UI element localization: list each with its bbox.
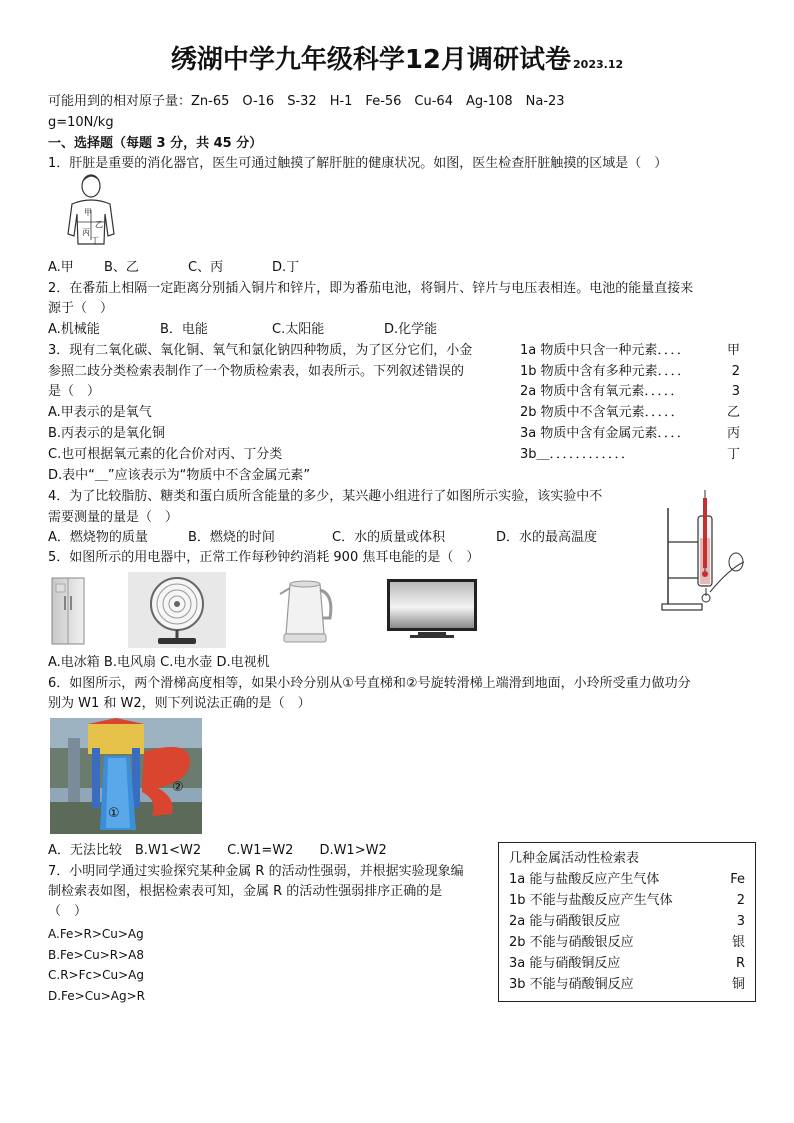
q7-option-a[interactable]: A.Fe>R>Cu>Ag xyxy=(48,927,144,941)
q1-label-ding: 丁 xyxy=(91,236,99,245)
q1-label-yi: 乙 xyxy=(95,220,103,229)
q2-option-a[interactable]: A.机械能 xyxy=(48,322,100,337)
q2-option-b[interactable]: B．电能 xyxy=(160,322,208,337)
q5-fan-heater-image xyxy=(128,572,226,648)
q6-label-1: ① xyxy=(108,806,120,821)
q3-key-value: 丁 xyxy=(726,447,740,462)
q3-key-value: 丙 xyxy=(726,426,740,441)
q3-stem-line3: 是（ ） xyxy=(48,384,101,399)
q7-table-row xyxy=(509,912,745,933)
q7-option-c[interactable]: C.R>Fc>Cu>Ag xyxy=(48,968,145,982)
q3-key-text: 3a 物质中含有金属元素．．．． xyxy=(520,426,690,441)
q1-option-c[interactable]: C、丙 xyxy=(188,260,224,275)
q5-tv-image xyxy=(386,578,478,640)
q1-label-jia: 甲 xyxy=(84,208,92,217)
atomic-masses: 可能用到的相对原子量：Zn-65 O-16 S-32 H-1 Fe-56 Cu-64 Ag-108 Na-23 xyxy=(48,94,565,109)
q2-stem-line1: 2．在番茄上相隔一定距离分别插入铜片和锌片，即为番茄电池，将铜片、锌片与电压表相连。电池的能量直接来 xyxy=(48,281,694,296)
q4-options xyxy=(48,528,598,549)
q7-table-row xyxy=(509,891,745,912)
q6-stem-line2: 别为 W1 和 W2，则下列说法正确的是（ ） xyxy=(48,696,311,711)
q3-key-row xyxy=(520,403,740,424)
q3-option-b[interactable]: B.丙表示的是氧化铜 xyxy=(48,426,166,441)
q3-key-row xyxy=(520,445,740,466)
q3-option-a[interactable]: A.甲表示的是氧气 xyxy=(48,405,152,420)
q4-stem-line2: 需要测量的量是（ ） xyxy=(48,510,179,525)
q7-table-row xyxy=(509,954,745,975)
q7-option-b[interactable]: B.Fe>Cu>R>A8 xyxy=(48,948,145,962)
q7-table-value: R xyxy=(735,956,745,971)
q3-key-row xyxy=(520,341,740,362)
page-title xyxy=(0,45,794,76)
q7-table-value: 铜 xyxy=(731,977,745,992)
q7-table-title: 几种金属活动性检索表 xyxy=(509,851,640,866)
q6-label-2: ② xyxy=(172,780,184,795)
q4-apparatus-figure xyxy=(640,488,750,618)
q4-stem-line1: 4．为了比较脂肪、糖类和蛋白质所含能量的多少，某兴趣小组进行了如图所示实验，该实验中不 xyxy=(48,489,603,504)
exam-title: 绣湖中学九年级科学12月调研试卷 xyxy=(170,45,572,75)
q3-key-value: 甲 xyxy=(726,343,740,358)
q5-options[interactable]: A.电冰箱 B.电风扇 C.电水壶 D.电视机 xyxy=(48,655,270,670)
q3-key-value: 2 xyxy=(731,364,740,379)
q7-stem-line3: （ ） xyxy=(48,904,88,919)
q7-table-text: 3a 能与硝酸铜反应 xyxy=(509,956,621,971)
q7-table-row xyxy=(509,933,745,954)
q6-options[interactable]: A．无法比较 B.W1<W2 C.W1=W2 D.W1>W2 xyxy=(48,843,387,858)
q2-options xyxy=(48,320,438,341)
q3-key-row xyxy=(520,362,740,383)
q7-table-value: Fe xyxy=(730,872,745,887)
exam-date: 2023.12 xyxy=(573,58,624,71)
q6-slides-photo xyxy=(50,718,202,834)
q4-option-d[interactable]: D．水的最高温度 xyxy=(496,530,598,545)
q3-key-text: 3b＿．．．．．．．．．．．． xyxy=(520,447,635,462)
q3-key-text: 1a 物质中只含一种元素．．．． xyxy=(520,343,690,358)
q4-option-a[interactable]: A．燃烧物的质量 xyxy=(48,530,148,545)
q3-option-c[interactable]: C.也可根据氧元素的化合价对丙、丁分类 xyxy=(48,447,283,462)
q1-label-bing: 丙 xyxy=(82,228,90,237)
q1-torso-figure xyxy=(58,174,124,250)
q5-fridge-image xyxy=(48,576,88,646)
q3-key-text: 1b 物质中含有多种元素．．．． xyxy=(520,364,691,379)
q5-kettle-image xyxy=(276,574,338,646)
q4-option-c[interactable]: C．水的质量或体积 xyxy=(332,530,446,545)
q5-stem: 5．如图所示的用电器中，正常工作每秒钟约消耗 900 焦耳电能的是（ ） xyxy=(48,550,480,565)
q3-option-d[interactable]: D.表中“＿”应该表示为“物质中不含金属元素” xyxy=(48,468,311,483)
q1-option-a[interactable]: A.甲 xyxy=(48,260,74,275)
q7-table-text: 1a 能与盐酸反应产生气体 xyxy=(509,872,660,887)
q3-key-text: 2b 物质中不含氧元素．．．．． xyxy=(520,405,684,420)
q1-option-d[interactable]: D.丁 xyxy=(272,260,300,275)
q2-option-c[interactable]: C.太阳能 xyxy=(272,322,325,337)
q7-table-row xyxy=(509,870,745,891)
q3-key-text: 2a 物质中含有氧元素．．．．． xyxy=(520,384,684,399)
q4-option-b[interactable]: B．燃烧的时间 xyxy=(188,530,275,545)
q7-table-value: 银 xyxy=(731,935,745,950)
q7-key-table xyxy=(498,842,756,1002)
section-heading: 一、选择题（每题 3 分，共 45 分） xyxy=(48,136,263,151)
q3-key-value: 乙 xyxy=(726,405,740,420)
q1-stem: 1．肝脏是重要的消化器官，医生可通过触摸了解肝脏的健康状况。如图，医生检查肝脏触摸的区域是（ ） xyxy=(48,156,668,171)
q7-table-text: 1b 不能与盐酸反应产生气体 xyxy=(509,893,673,908)
q7-table-text: 2a 能与硝酸银反应 xyxy=(509,914,621,929)
q3-key-row xyxy=(520,382,740,403)
q3-key-value: 3 xyxy=(731,384,740,399)
q7-stem-line2: 制检索表如图，根据检索表可知，金属 R 的活动性强弱排序正确的是 xyxy=(48,884,443,899)
q3-stem-line1: 3．现有二氧化碳、氧化铜、氧气和氯化钠四种物质，为了区分它们，小金 xyxy=(48,343,473,358)
q1-options xyxy=(48,258,300,279)
gravity-constant: g=10N/kg xyxy=(48,115,114,130)
q7-table-row xyxy=(509,975,745,996)
q7-table-text: 3b 不能与硝酸铜反应 xyxy=(509,977,634,992)
q3-key-row xyxy=(520,424,740,445)
q7-table-value: 2 xyxy=(736,893,745,908)
q6-stem-line1: 6．如图所示，两个滑梯高度相等，如果小玲分别从①号直梯和②号旋转滑梯上端滑到地面，小玲所受重力做功分 xyxy=(48,676,691,691)
q2-stem-line2: 源于（ ） xyxy=(48,301,114,316)
q1-option-b[interactable]: B、乙 xyxy=(104,260,139,275)
q3-stem-line2: 参照二歧分类检索表制作了一个物质检索表，如表所示。下列叙述错误的 xyxy=(48,364,465,379)
q7-table-value: 3 xyxy=(736,914,745,929)
q7-option-d[interactable]: D.Fe>Cu>Ag>R xyxy=(48,989,145,1003)
q7-table-text: 2b 不能与硝酸银反应 xyxy=(509,935,634,950)
q2-option-d[interactable]: D.化学能 xyxy=(384,322,438,337)
q7-stem-line1: 7．小明同学通过实验探究某种金属 R 的活动性强弱，并根据实验现象编 xyxy=(48,864,464,879)
